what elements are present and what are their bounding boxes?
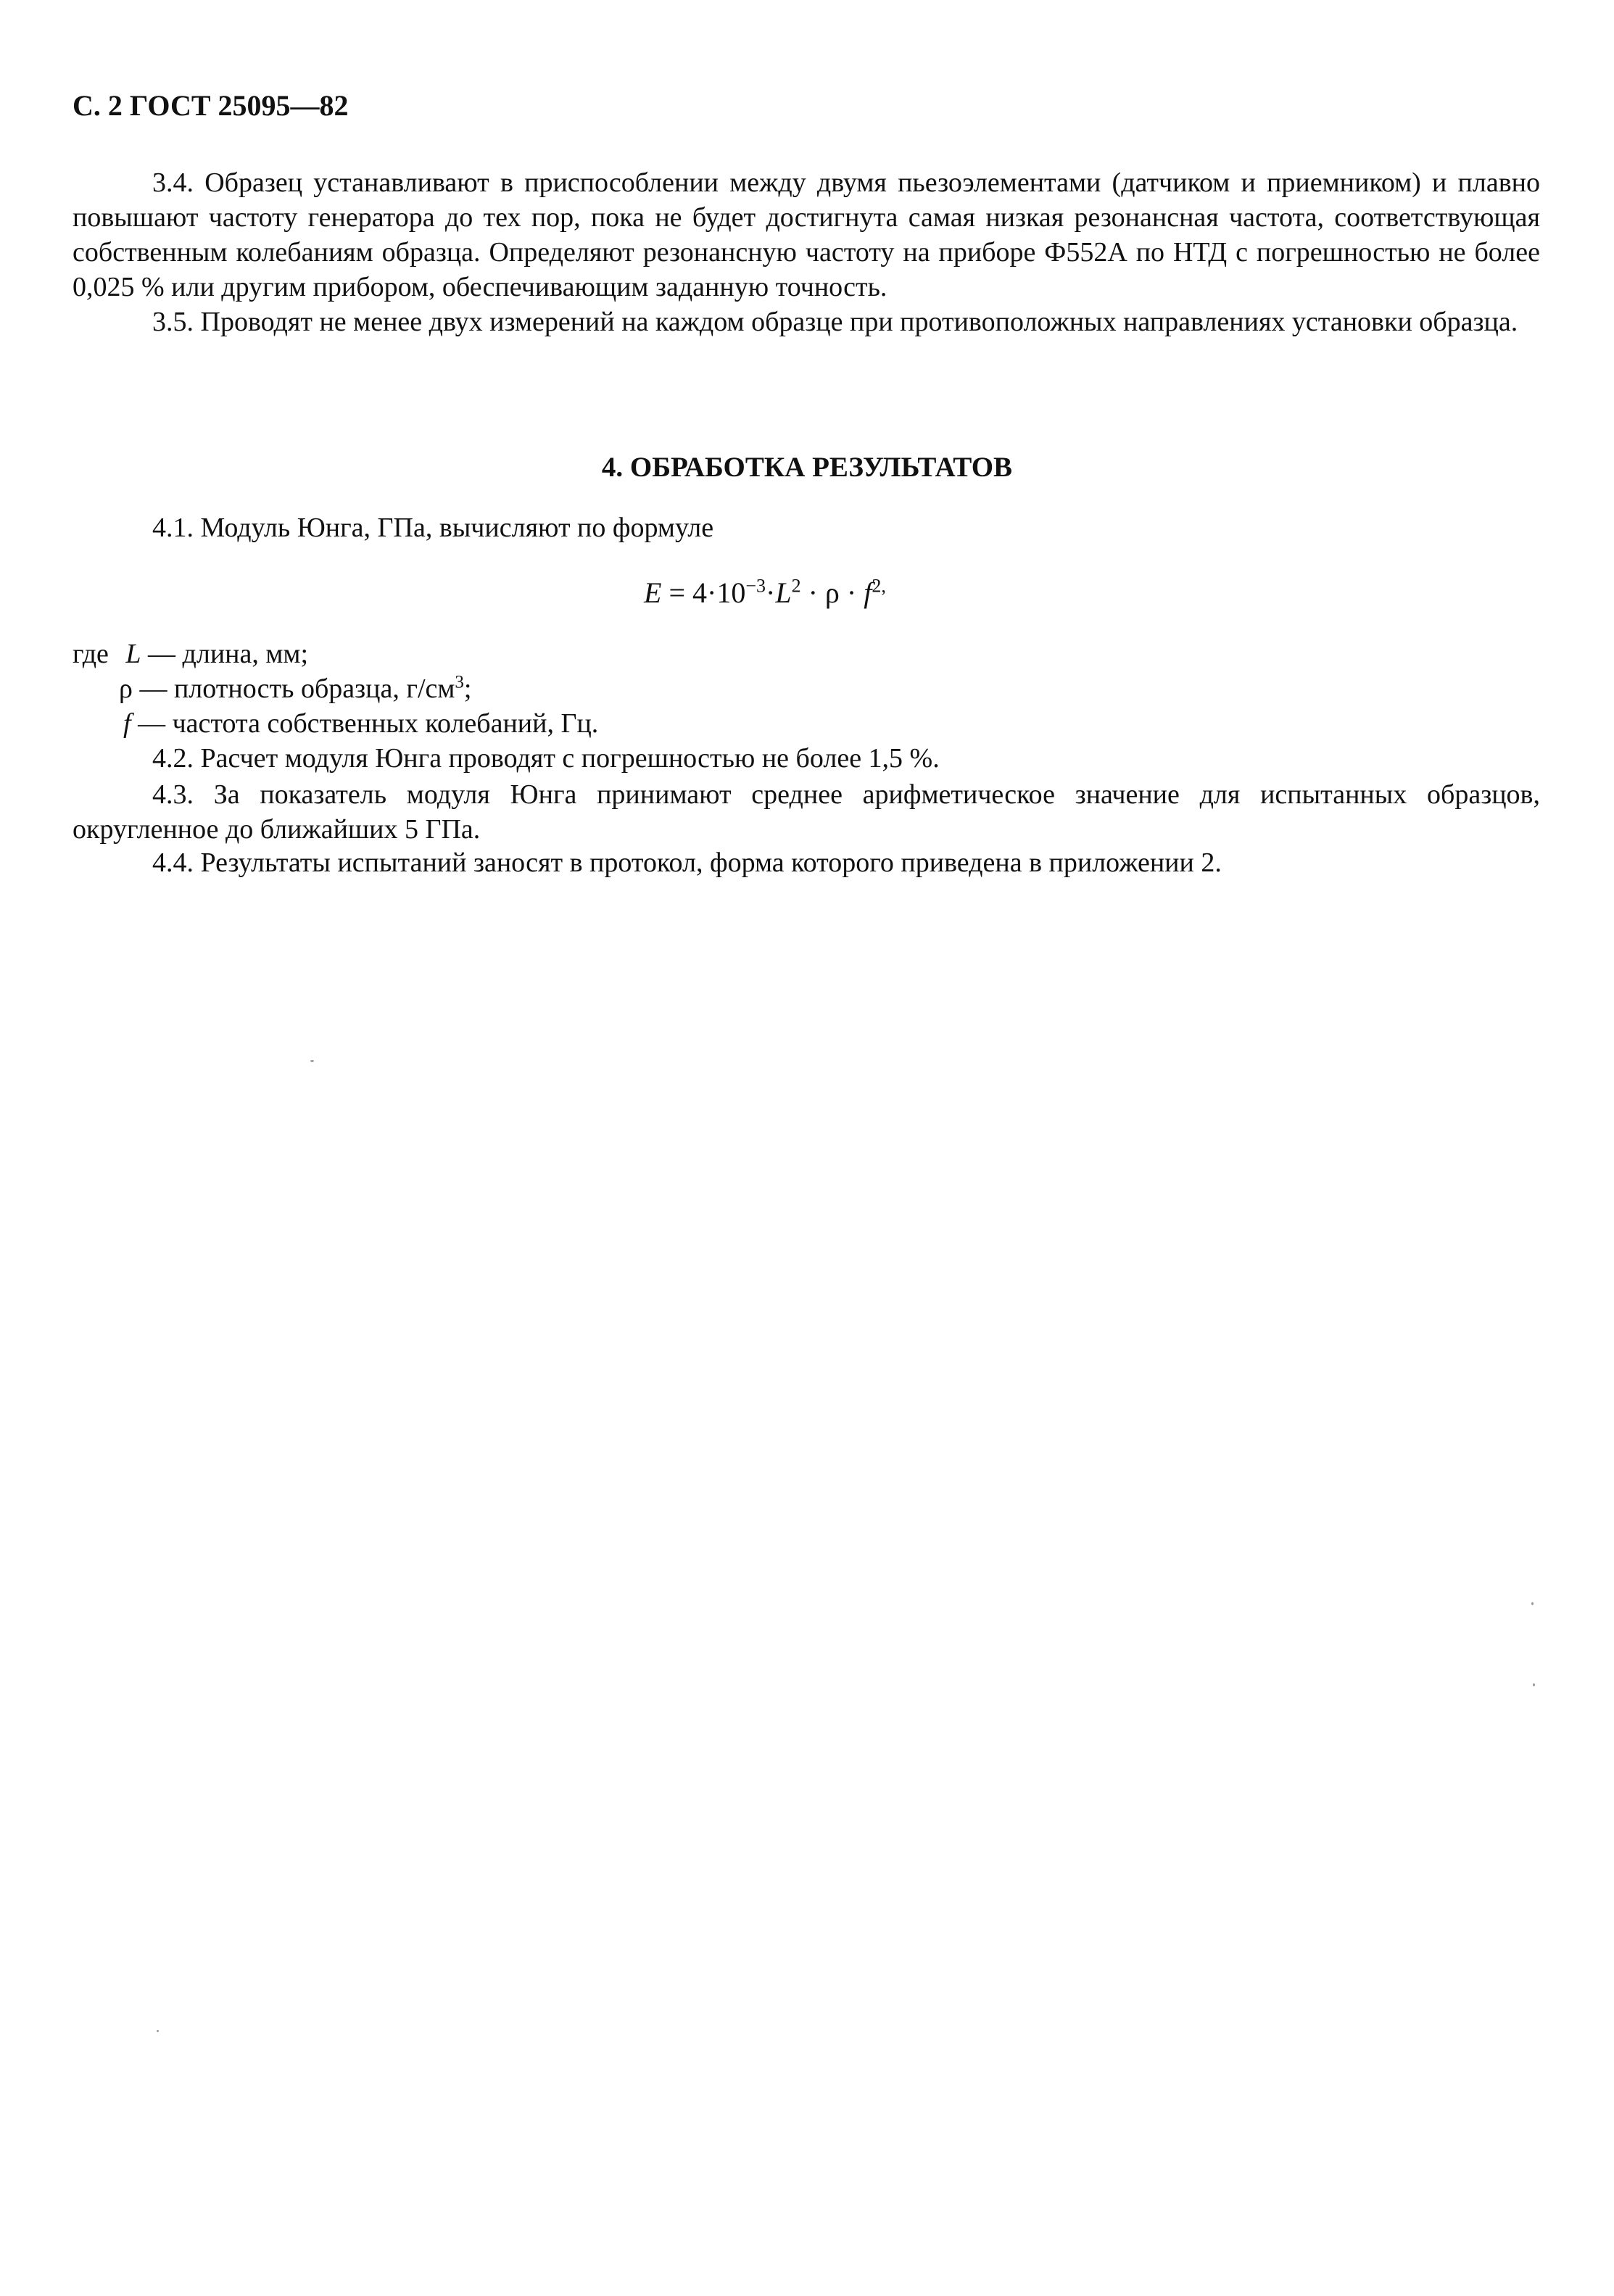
where-prefix: где <box>73 639 109 669</box>
section-4-title: 4. ОБРАБОТКА РЕЗУЛЬТАТОВ <box>601 452 1013 483</box>
formula-exp-3: 2, <box>872 575 886 597</box>
formula-rest: · ρ · <box>800 576 864 609</box>
scan-speck <box>310 1060 314 1062</box>
scan-speck <box>157 2030 159 2032</box>
formula-e: E <box>644 576 662 609</box>
where-l-symbol: L <box>125 639 141 669</box>
where-line-rho <box>119 673 471 705</box>
scan-speck <box>1531 1602 1534 1605</box>
where-l-text: — длина, мм; <box>141 639 309 669</box>
paragraph-4-1: 4.1. Модуль Юнга, ГПа, вычисляют по формуле <box>152 513 714 543</box>
where-line-f <box>123 708 598 739</box>
where-line-l <box>73 638 308 670</box>
formula-l: L <box>775 576 792 609</box>
where-f-symbol: f <box>123 708 131 739</box>
young-modulus-formula <box>644 576 886 610</box>
page-header: С. 2 ГОСТ 25095—82 <box>73 89 349 122</box>
scan-speck <box>1533 1683 1535 1686</box>
paragraph-4-4: 4.4. Результаты испытаний заносят в протокол, форма которого приведена в приложении 2. <box>152 847 1222 878</box>
formula-exp-2: 2 <box>791 575 801 597</box>
where-rho-exp: 3 <box>455 672 464 692</box>
where-rho-end: ; <box>463 674 472 704</box>
formula-eq: = 4·10 <box>661 576 746 609</box>
where-f-text: — частота собственных колебаний, Гц. <box>131 708 599 739</box>
formula-exp-1: −3 <box>745 575 766 597</box>
where-rho-text: ρ — плотность образца, г/см <box>119 674 455 704</box>
paragraph-3-4-block <box>73 165 1540 339</box>
paragraph-3-4: 3.4. Образец устанавливают в приспособлении между двумя пьезоэлементами (датчиком и приемником) и плавно повышают частоту генератора до тех пор, пока не будет достигнута самая низкая резонансная частота, соответствующая собственным колебаниям образца. Определяют резонансную частоту на приборе Ф552А по НТД с погрешностью не более 0,025 % или другим прибором, обеспечивающим заданную точность. <box>73 167 1540 302</box>
paragraph-4-2: 4.2. Расчет модуля Юнга проводят с погрешностью не более 1,5 %. <box>152 743 940 774</box>
formula-f: f <box>864 576 872 609</box>
paragraph-4-3-block <box>73 777 1540 847</box>
formula-mid: · <box>766 576 776 609</box>
paragraph-4-3: 4.3. За показатель модуля Юнга принимают среднее арифметическое значение для испытанных образцов, округленное до ближайших 5 ГПа. <box>73 779 1540 845</box>
paragraph-3-5: 3.5. Проводят не менее двух измерений на каждом образце при противоположных направлениях установки образца. <box>152 307 1518 337</box>
